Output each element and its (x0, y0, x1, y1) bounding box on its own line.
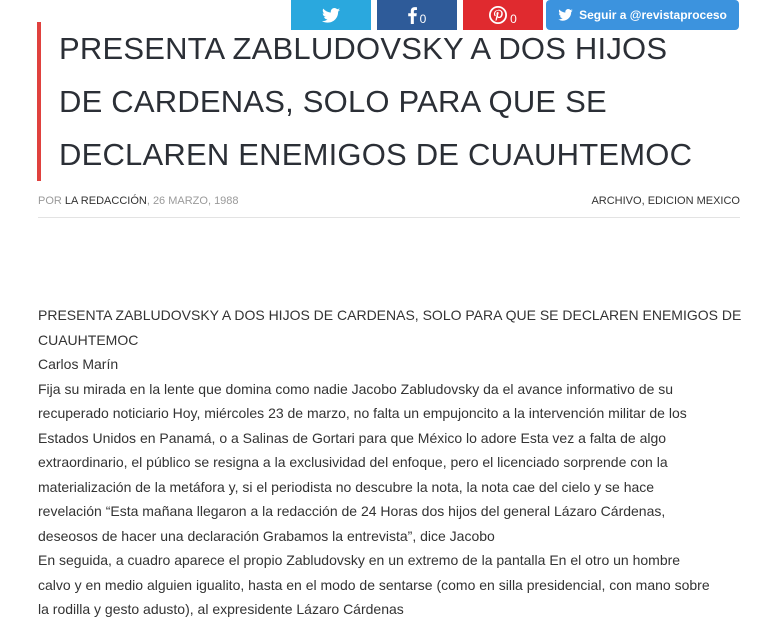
follow-label: Seguir a @revistaproceso (579, 8, 727, 22)
byline (38, 185, 239, 217)
pinterest-share-button[interactable] (463, 0, 543, 30)
article-meta (38, 185, 740, 218)
facebook-share-count: 0 (419, 12, 427, 26)
title-line: PRESENTA ZABLUDOVSKY A DOS HIJOS (59, 31, 668, 66)
twitter-icon (322, 8, 340, 23)
article-author: Carlos Marín (38, 356, 119, 372)
article-line: la rodilla y gesto adusto), al expresidente Lázaro Cárdenas (38, 601, 404, 617)
article-line: deseosos de hacer una declaración Grabamos la entrevista”, dice Jacobo (38, 527, 495, 544)
categories (591, 185, 740, 217)
facebook-icon (408, 7, 417, 24)
publish-date: , 26 MARZO, 1988 (146, 195, 239, 207)
title-line: DE CARDENAS, SOLO PARA QUE SE (59, 84, 607, 119)
twitter-share-button[interactable] (291, 0, 371, 30)
pinterest-icon (489, 6, 507, 24)
by-label: POR (38, 195, 62, 207)
article-line: Estados Unidos en Panamá, o a Salinas de Gortari para que México lo adore Esta vez a falta de algo (38, 429, 667, 446)
article-line: calvo y en medio alguien igualito, hasta en el modo de sentarse (como en silla presidencial, con mano sobre (38, 576, 710, 593)
article-title (37, 22, 759, 181)
category-link-archivo[interactable]: ARCHIVO (591, 195, 642, 207)
article-body (38, 303, 742, 622)
follow-twitter-button[interactable] (546, 0, 739, 30)
article-line: recuperado noticiario Hoy, miércoles 23 de marzo, no falta un empujoncito a la intervención militar de los (38, 405, 687, 421)
article-line: Fija su mirada en la lente que domina como nadie Jacobo Zabludovsky da el avance informativo de su (38, 380, 674, 397)
article-line: materialización de la metáfora y, si el periodista no descubre la nota, la nota cae del cielo y se hace (38, 478, 655, 495)
pinterest-share-count: 0 (510, 12, 517, 26)
article-line: CUAUHTEMOC (38, 331, 139, 348)
article-line: revelación “Esta mañana llegaron a la redacción de 24 Horas dos hijos del general Lázaro Cárdenas, (38, 503, 666, 519)
title-line: DECLAREN ENEMIGOS DE CUAUHTEMOC (59, 137, 693, 172)
category-link-edicion-mexico[interactable]: EDICION MEXICO (647, 195, 740, 207)
article-line: PRESENTA ZABLUDOVSKY A DOS HIJOS DE CARDENAS, SOLO PARA QUE SE DECLAREN ENEMIGOS DE (38, 307, 742, 323)
article-line: extraordinario, el público se resigna a la exclusividad del enfoque, pero el licenciado sorprende con la (38, 454, 668, 470)
twitter-icon (558, 9, 579, 21)
facebook-share-button[interactable] (377, 0, 457, 30)
article-line: En seguida, a cuadro aparece el propio Zabludovsky en un extremo de la pantalla En el otro un hombre (38, 552, 681, 568)
author-link[interactable]: LA REDACCIÓN (64, 195, 147, 207)
category-separator: , (641, 195, 648, 207)
